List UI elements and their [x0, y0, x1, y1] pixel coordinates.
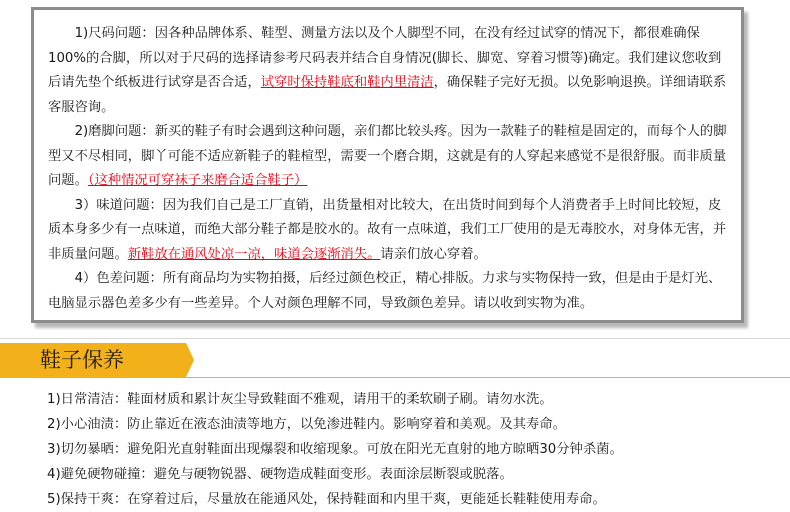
care-item-cleaning: 1)日常清洁：鞋面材质和累计灰尘导致鞋面不雅观，请用干的柔软刷子刷。请勿水洗。: [47, 392, 553, 407]
size-issue-highlight: 试穿时保持鞋底和鞋内里清洁: [260, 75, 434, 90]
size-issue-paragraph: [48, 22, 727, 120]
rubbing-issue-highlight: （这种情况可穿袜子来磨合适合鞋子）: [87, 173, 308, 188]
care-list: [47, 387, 623, 512]
care-section-underline: [0, 377, 790, 378]
care-item-hard-objects: 4)避免硬物碰撞：避免与硬物锐器、硬物造成鞋面变形。表面涂层断裂或脱落。: [47, 467, 513, 482]
care-item-keep-dry: 5)保持干爽：在穿着过后，尽量放在能通风处，保持鞋面和内里干爽，更能延长鞋鞋使用寿命。: [47, 492, 606, 507]
odor-issue-tail: 请亲们放心穿着。: [380, 246, 487, 262]
color-issue-paragraph: [48, 267, 727, 316]
care-section-title: 鞋子保养: [40, 348, 124, 372]
care-section-tab: [0, 343, 186, 377]
rubbing-issue-text: 2)磨脚问题：新买的鞋子有时会遇到这种问题，亲们都比较头疼。因为一款鞋子的鞋楦是固定的，而每个人的脚型又不尽相同，脚丫可能不适应新鞋子的鞋楦型，需要一个磨合期，这就是有的人穿起来感觉不是很舒服。而非质量问题。: [48, 124, 727, 188]
notice-box: [31, 7, 744, 323]
section-divider: [0, 338, 790, 339]
size-issue-text: 1)尺码问题：因各种品牌体系、鞋型、测量方法以及个人脚型不同，在没有经过试穿的情况下，都很难确保100%的合脚，所以对于尺码的选择请参考尺码表并结合自身情况(脚长、脚宽、穿着习惯等)确定。我们建议您收到后请先垫个纸板进行试穿是否合适，: [48, 26, 722, 90]
rubbing-issue-paragraph: [48, 120, 727, 194]
color-issue-text: 4）色差问题：所有商品均为实物拍摄，后经过颜色校正，精心排版。力求与实物保持一致，但是由于是灯光、电脑显示器色差多少有一些差异。个人对颜色理解不同，导致颜色差异。请以收到实物为准。: [48, 271, 722, 311]
care-item-oil-stains: 2)小心油渍：防止靠近在液态油渍等地方，以免渗进鞋内。影响穿着和美观。及其寿命。: [47, 417, 566, 432]
odor-issue-paragraph: [48, 194, 727, 268]
odor-issue-text: 3）味道问题：因为我们自己是工厂直销，出货量相对比较大，在出货时间到每个人消费者手上时间比较短，皮质本身多少有一点味道，而绝大部分鞋子都是胶水的。故有一点味道，我们工厂使用的是无毒胶水，对身体无害，并非质量问题。: [48, 197, 727, 262]
care-item-sun-exposure: 3)切勿暴晒：避免阳光直射鞋面出现爆裂和收缩现象。可放在阳光无直射的地方晾晒30分钟杀菌。: [47, 442, 623, 457]
odor-issue-highlight: 新鞋放在通风处凉一凉，味道会逐渐消失。: [127, 246, 381, 262]
size-issue-tail: ，确保鞋子完好无损。以免影响退换。详细请联系客服咨询。: [48, 75, 727, 115]
